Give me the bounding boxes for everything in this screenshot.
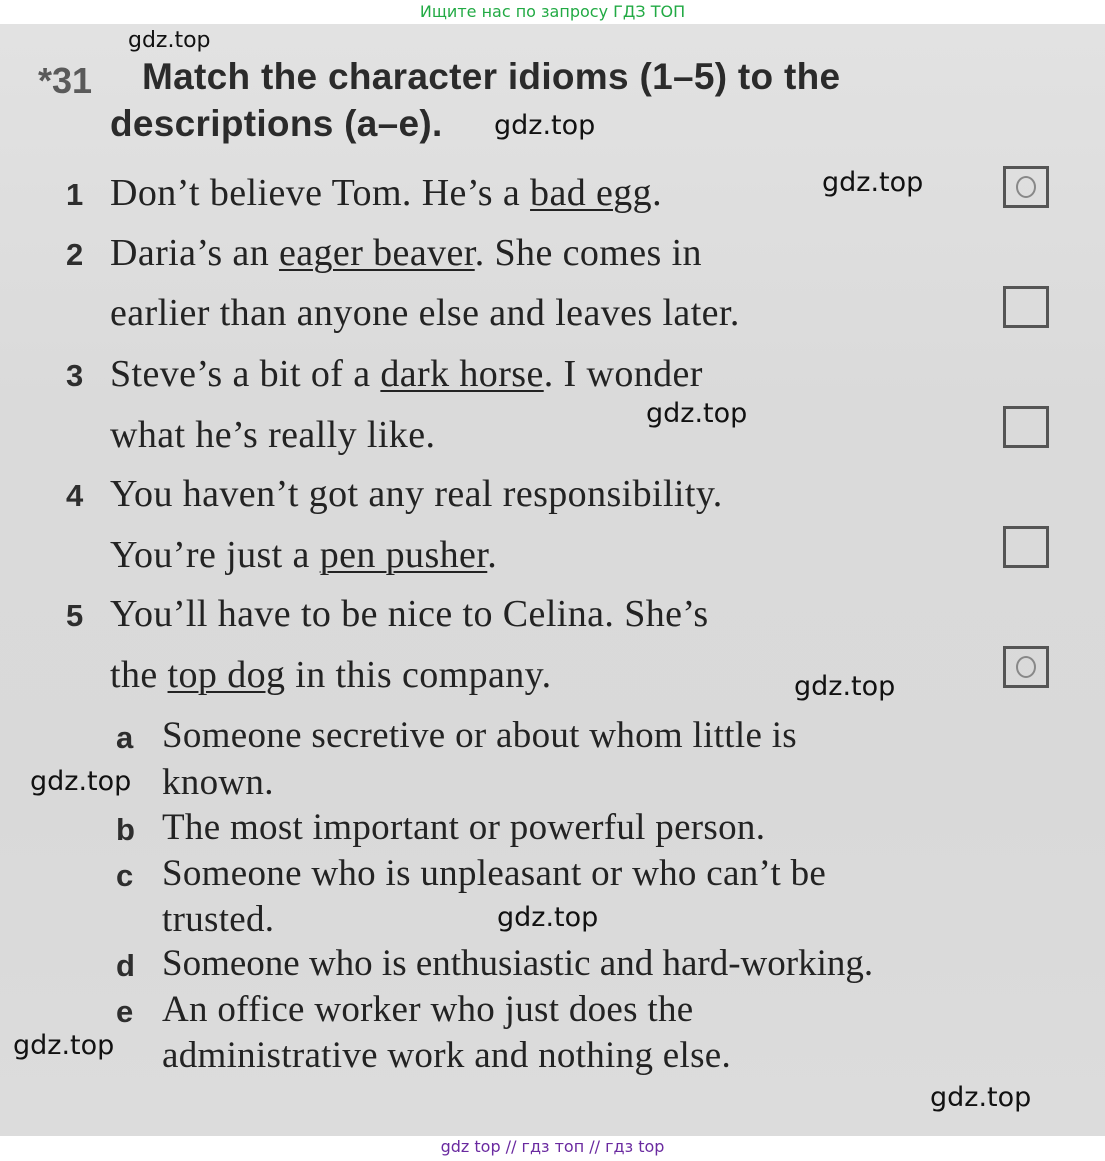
watermark: gdz.top <box>822 167 924 198</box>
bottom-banner[interactable]: gdz top // гдз топ // гдз top <box>0 1136 1105 1161</box>
item-2-text-line2: earlier than anyone else and leaves later. <box>110 292 740 334</box>
item-number: 1 <box>66 177 84 212</box>
pencil-mark-icon <box>1016 176 1036 198</box>
exercise-title-line2: descriptions (a–e). <box>110 103 443 144</box>
idiom-bad-egg: bad egg <box>530 172 653 214</box>
answer-box-3[interactable] <box>1003 406 1049 448</box>
description-b-line1: The most important or powerful person. <box>162 807 766 848</box>
watermark: gdz.top <box>930 1082 1032 1113</box>
top-banner[interactable]: Ищите нас по запросу ГДЗ ТОП <box>0 0 1105 24</box>
watermark: gdz.top <box>794 671 896 702</box>
answer-box-2[interactable] <box>1003 286 1049 328</box>
description-c-line2: trusted. <box>162 899 275 940</box>
item-number: 4 <box>66 478 84 513</box>
watermark: gdz.top <box>497 902 599 933</box>
exercise-number: *31 <box>38 60 93 101</box>
item-number: 3 <box>66 358 84 393</box>
watermark: gdz.top <box>30 766 132 797</box>
description-a-line1: Someone secretive or about whom little is <box>162 715 797 756</box>
item-2-text-line1: Daria’s an eager beaver. She comes in <box>110 232 702 274</box>
description-letter: e <box>116 994 134 1029</box>
item-3-text-line2: what he’s really like. <box>110 414 436 456</box>
pencil-mark-icon <box>1016 656 1036 678</box>
idiom-pen-pusher: pen pusher <box>319 534 488 576</box>
item-number: 5 <box>66 598 84 633</box>
item-number: 2 <box>66 237 84 272</box>
item-4-text-line2: You’re just a pen pusher. <box>110 534 498 576</box>
answer-box-4[interactable] <box>1003 526 1049 568</box>
description-e-line2: administrative work and nothing else. <box>162 1035 732 1076</box>
description-d-line1: Someone who is enthusiastic and hard-working. <box>162 943 874 984</box>
idiom-top-dog: top dog <box>167 654 286 696</box>
description-e-line1: An office worker who just does the <box>162 989 694 1030</box>
watermark: gdz.top <box>646 398 748 429</box>
item-5-text-line2: the top dog in this company. <box>110 654 552 696</box>
idiom-eager-beaver: eager beaver <box>279 232 475 274</box>
description-letter: d <box>116 948 135 983</box>
answer-box-5[interactable] <box>1003 646 1049 688</box>
description-letter: b <box>116 812 135 847</box>
item-1-text: Don’t believe Tom. He’s a bad egg. <box>110 172 662 214</box>
description-c-line1: Someone who is unpleasant or who can’t be <box>162 853 827 894</box>
answer-box-1[interactable] <box>1003 166 1049 208</box>
watermark: gdz.top <box>494 110 596 141</box>
description-letter: c <box>116 858 134 893</box>
description-a-line2: known. <box>162 762 274 803</box>
description-letter: a <box>116 720 134 755</box>
watermark: gdz.top <box>13 1030 115 1061</box>
exercise-title-line1: Match the character idioms (1–5) to the <box>142 56 841 97</box>
item-4-text-line1: You haven’t got any real responsibility. <box>110 473 723 515</box>
idiom-dark-horse: dark horse <box>380 353 544 395</box>
textbook-page <box>0 24 1105 1136</box>
item-3-text-line1: Steve’s a bit of a dark horse. I wonder <box>110 353 703 395</box>
watermark: gdz.top <box>128 28 211 53</box>
item-5-text-line1: You’ll have to be nice to Celina. She’s <box>110 593 709 635</box>
